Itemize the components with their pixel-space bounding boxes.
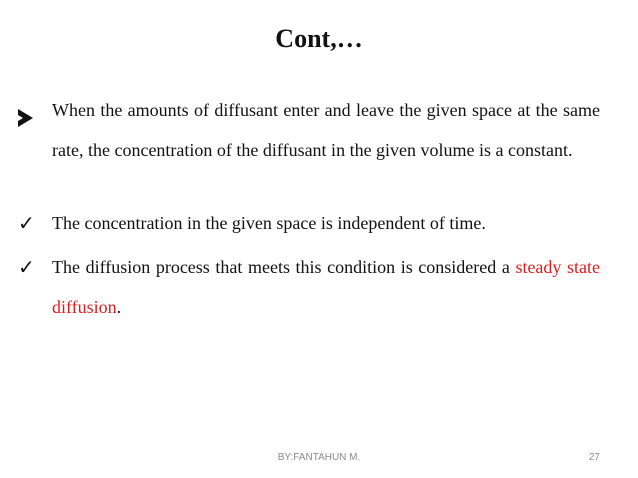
bullet-text-3 — [52, 247, 600, 327]
arrow-bullet-icon — [18, 90, 44, 130]
slide-title: Cont,… — [275, 24, 363, 53]
bullet-text-1: When the amounts of diffusant enter and leave the given space at the same rate, the concentration of the diffusant in the given volume is a constant. — [52, 100, 600, 160]
bullet-text-2: The concentration in the given space is independent of time. — [52, 213, 486, 233]
checkmark-bullet-icon: ✓ — [18, 255, 35, 279]
bullet-text-3-end: . — [116, 297, 122, 317]
bullet-item-2 — [18, 203, 600, 243]
checkmark-bullet-icon: ✓ — [18, 211, 35, 235]
footer-author: BY:FANTAHUN M. — [277, 452, 361, 463]
bullet-text-3-lead: The diffusion process that meets this condition is considered a — [52, 257, 516, 277]
slide-page-number: 27 — [588, 452, 600, 463]
bullet-item-3 — [18, 247, 600, 327]
steady-state-diffusion-term: steady state diffusion — [52, 257, 600, 317]
bullet-item-1 — [18, 90, 600, 170]
